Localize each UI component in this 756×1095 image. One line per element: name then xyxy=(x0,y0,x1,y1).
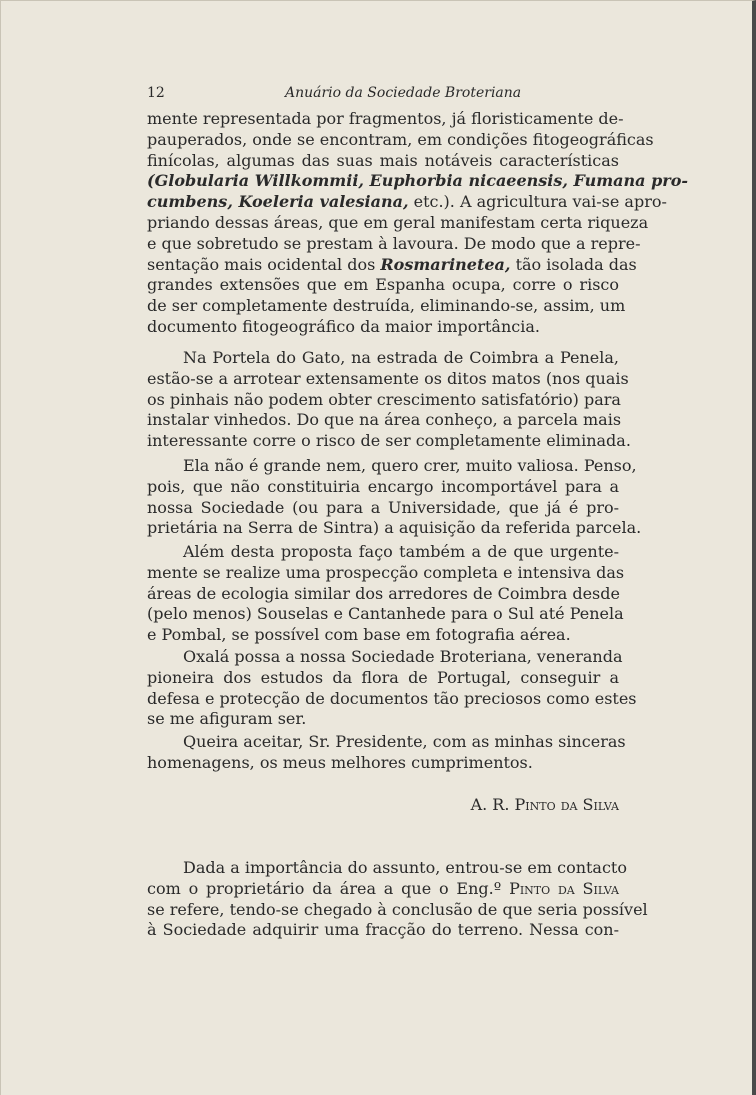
text-line: áreas de ecologia similar dos arredores de Coimbra desde xyxy=(147,583,620,603)
text-line-species-list: (Globularia Willkommii, Euphorbia nicaeensis, Fumana pro- xyxy=(147,171,689,191)
text-line xyxy=(147,254,637,276)
paragraph-1 xyxy=(147,109,689,338)
page-number: 12 xyxy=(147,85,165,101)
paragraph-3 xyxy=(147,456,642,539)
text-fragment: tão isolada das xyxy=(510,254,637,274)
paragraph-7 xyxy=(147,858,648,941)
text-line: prietária na Serra de Sintra) a aquisição da referida parcela. xyxy=(147,518,642,538)
page-header xyxy=(147,85,619,105)
paragraph-4 xyxy=(147,542,625,646)
text-line: se me afiguram ser. xyxy=(147,709,307,729)
text-line: nossa Sociedade (ou para a Universidade, que já é pro- xyxy=(147,497,619,517)
text-line: defesa e protecção de documentos tão preciosos como estes xyxy=(147,688,637,708)
text-line: os pinhais não podem obter crescimento satisfatório) para xyxy=(147,389,621,409)
text-line: pauperados, onde se encontram, em condições fitogeográficas xyxy=(147,129,654,149)
signature-initials: A. R. xyxy=(470,795,515,814)
text-line: documento fitogeográfico da maior importância. xyxy=(147,316,540,336)
paragraph-6 xyxy=(147,732,626,774)
text-line: priando dessas áreas, que em geral manifestam certa riqueza xyxy=(147,212,649,232)
author-name: Pinto da Silva xyxy=(509,878,619,898)
text-line: se refere, tendo-se chegado à conclusão de que seria possível xyxy=(147,899,648,919)
text-line: grandes extensões que em Espanha ocupa, corre o risco xyxy=(147,275,619,295)
text-line: e que sobretudo se prestam à lavoura. De modo que a repre- xyxy=(147,233,641,253)
text-fragment: com o proprietário da área a que o Eng.º xyxy=(147,878,510,898)
text-line: e Pombal, se possível com base em fotografia aérea. xyxy=(147,625,571,645)
text-line: Queira aceitar, Sr. Presidente, com as minhas sinceras xyxy=(183,732,626,751)
text-fragment: etc.). A agricultura vai-se apro- xyxy=(408,192,667,212)
text-line: interessante corre o risco de ser completamente eliminada. xyxy=(147,431,631,451)
text-line: à Sociedade adquirir uma fracção do terreno. Nessa con- xyxy=(147,920,619,940)
signature-name: Pinto da Silva xyxy=(514,795,619,814)
text-line: pioneira dos estudos da flora de Portugal, conseguir a xyxy=(147,667,619,687)
signature xyxy=(147,795,619,814)
text-line: mente representada por fragmentos, já floristicamente de- xyxy=(147,109,624,128)
text-line: (pelo menos) Souselas e Cantanhede para o Sul até Penela xyxy=(147,604,624,624)
text-line: estão-se a arrotear extensamente os ditos matos (nos quais xyxy=(147,368,629,388)
running-title: Anuário da Sociedade Broteriana xyxy=(285,85,522,101)
taxon-name: Rosmarinetea, xyxy=(380,254,511,274)
text-line: Ela não é grande nem, quero crer, muito valiosa. Penso, xyxy=(183,456,637,475)
text-line: de ser completamente destruída, eliminando-se, assim, um xyxy=(147,296,626,316)
text-line: pois, que não constituiria encargo incomportável para a xyxy=(147,476,619,496)
text-line: Oxalá possa a nossa Sociedade Broteriana, veneranda xyxy=(183,647,623,666)
text-line: Dada a importância do assunto, entrou-se em contacto xyxy=(183,858,627,877)
text-line: finícolas, algumas das suas mais notáveis características xyxy=(147,150,619,170)
text-line: homenagens, os meus melhores cumprimentos. xyxy=(147,752,533,772)
paragraph-5 xyxy=(147,647,637,730)
text-line xyxy=(147,879,619,900)
text-line: instalar vinhedos. Do que na área conheço, a parcela mais xyxy=(147,410,622,430)
text-line: mente se realize uma prospecção completa e intensiva das xyxy=(147,562,625,582)
text-line xyxy=(147,192,667,213)
paragraph-2 xyxy=(147,348,631,452)
text-line: Na Portela do Gato, na estrada de Coimbra a Penela, xyxy=(183,348,619,367)
text-fragment: sentação mais ocidental dos xyxy=(147,254,381,274)
text-line: Além desta proposta faço também a de que urgente- xyxy=(183,542,619,561)
species-names: cumbens, Koeleria valesiana, xyxy=(147,192,409,212)
